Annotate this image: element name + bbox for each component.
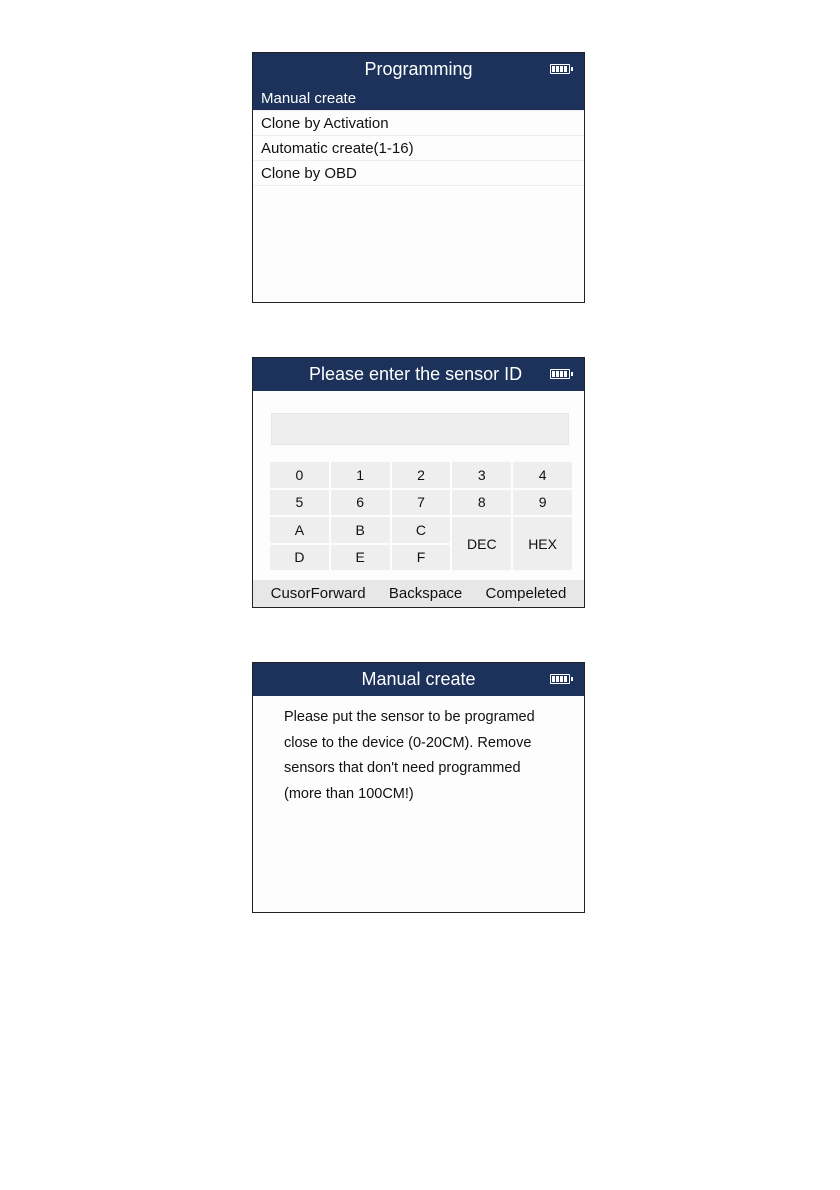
battery-full-icon: [550, 64, 570, 74]
key-0[interactable]: 0: [270, 462, 329, 488]
key-1[interactable]: 1: [331, 462, 390, 488]
key-dec[interactable]: DEC: [452, 517, 511, 570]
message-line: close to the device (0-20CM). Remove: [284, 734, 532, 751]
message-line: Please put the sensor to be programed: [284, 709, 535, 725]
programming-menu: [253, 86, 584, 186]
key-b[interactable]: B: [331, 517, 390, 543]
menu-item-automatic-create[interactable]: Automatic create(1-16): [253, 136, 584, 161]
sensor-id-entry-screen: [252, 357, 585, 608]
screen-title: Please enter the sensor ID: [309, 364, 523, 384]
key-e[interactable]: E: [331, 545, 390, 571]
key-a[interactable]: A: [270, 517, 329, 543]
key-hex[interactable]: HEX: [513, 517, 572, 570]
menu-item-clone-by-activation[interactable]: Clone by Activation: [253, 111, 584, 136]
title-bar: [253, 53, 584, 86]
screen-title: Programming: [364, 59, 473, 79]
key-4[interactable]: 4: [513, 462, 572, 488]
cursor-forward-softkey[interactable]: CusorForward: [270, 585, 366, 602]
menu-item-manual-create[interactable]: Manual create: [253, 86, 584, 111]
programming-screen: [252, 52, 585, 303]
battery-full-icon: [550, 674, 570, 684]
hex-keypad: [270, 462, 572, 570]
key-5[interactable]: 5: [270, 490, 329, 516]
message-line: (more than 100CM!): [284, 785, 414, 802]
key-f[interactable]: F: [392, 545, 451, 571]
key-7[interactable]: 7: [392, 490, 451, 516]
manual-create-screen: [252, 662, 585, 913]
battery-full-icon: [550, 369, 570, 379]
completed-softkey[interactable]: Compeleted: [485, 585, 567, 602]
softkey-bar: [253, 580, 584, 607]
key-d[interactable]: D: [270, 545, 329, 571]
screen-title: Manual create: [361, 669, 476, 689]
key-6[interactable]: 6: [331, 490, 390, 516]
key-9[interactable]: 9: [513, 490, 572, 516]
backspace-softkey[interactable]: Backspace: [388, 585, 463, 602]
key-8[interactable]: 8: [452, 490, 511, 516]
menu-item-clone-by-obd[interactable]: Clone by OBD: [253, 161, 584, 186]
sensor-id-input[interactable]: [271, 413, 569, 445]
title-bar: [253, 663, 584, 696]
key-3[interactable]: 3: [452, 462, 511, 488]
message-line: sensors that don't need programmed: [284, 760, 521, 776]
key-c[interactable]: C: [392, 517, 451, 543]
key-2[interactable]: 2: [392, 462, 451, 488]
title-bar: [253, 358, 584, 391]
instruction-message: [284, 705, 569, 807]
